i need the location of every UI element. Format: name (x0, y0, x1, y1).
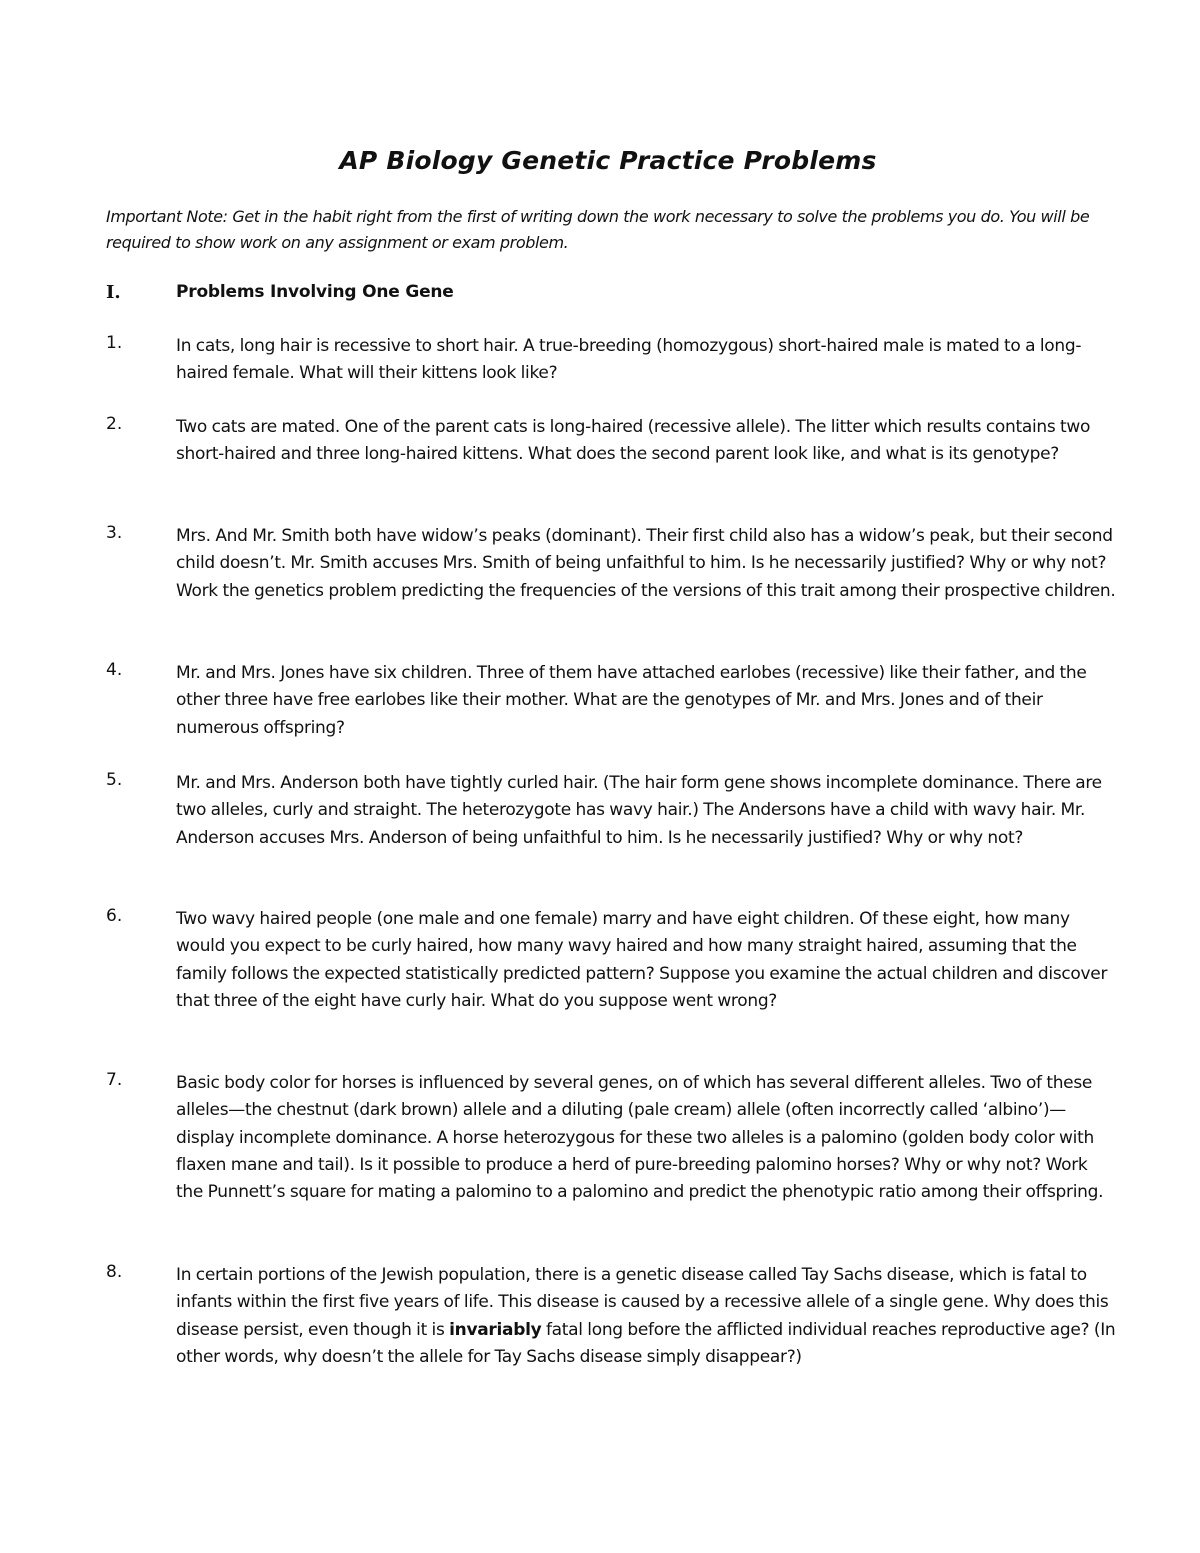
problem-text: Mrs. And Mr. Smith both have widow’s peaks (dominant). Their first child also has a widow’s peak, but their second child doesn’t. Mr. Smith accuses Mrs. Smith of being unfaithful to him. Is he necessarily justified? Why or why not? Work the genetics problem predicting the frequencies of the versions of this trait among their prospective children. (176, 526, 1116, 601)
section-number: I. (106, 282, 121, 303)
problem-text: Mr. and Mrs. Anderson both have tightly curled hair. (The hair form gene shows incomplete dominance. There are two alleles, curly and straight. The heterozygote has wavy hair.) The Andersons have a child with wavy hair. Mr. Anderson accuses Mrs. Anderson of being unfaithful to him. Is he necessarily justified? Why or why not? (176, 773, 1102, 848)
page-title: AP Biology Genetic Practice Problems (339, 146, 877, 175)
problem-number: 1. (106, 333, 123, 353)
problem-number: 7. (106, 1070, 123, 1090)
problem-text: In cats, long hair is recessive to short hair. A true-breeding (homozygous) short-haired male is mated to a long-haired female. What will their kittens look like? (176, 336, 1082, 384)
problem-text: Basic body color for horses is influenced by several genes, on of which has several different alleles. Two of these alleles—the chestnut (dark brown) allele and a diluting (pale cream) allele (often incorrectly called ‘albino’)—display incomplete dominance. A horse heterozygous for these two alleles is a palomino (golden body color with flaxen mane and tail). Is it possible to produce a herd of pure-breeding palomino horses? Why or why not? Work the Punnett’s square for mating a palomino to a palomino and predict the phenotypic ratio among their offspring. (176, 1073, 1104, 1203)
problem-number: 4. (106, 660, 123, 680)
problem-number: 6. (106, 906, 123, 926)
problem-text: Two cats are mated. One of the parent cats is long-haired (recessive allele). The litter which results contains two short-haired and three long-haired kittens. What does the second parent look like, and what is its genotype? (176, 417, 1091, 465)
problem-text: Two wavy haired people (one male and one female) marry and have eight children. Of these eight, how many would you expect to be curly haired, how many wavy haired and how many straight haired, assuming that the family follows the expected statistically predicted pattern? Suppose you examine the actual children and discover that three of the eight have curly hair. What do you suppose went wrong? (176, 909, 1108, 1011)
emphasized-word: invariably (449, 1319, 542, 1340)
problem-number: 2. (106, 414, 123, 434)
important-note: Important Note: Get in the habit right from the first of writing down the work necessary to solve the problems you do. You will be required to show work on any assignment or exam problem. (106, 207, 1090, 252)
problem-number: 3. (106, 523, 123, 543)
problem-text-part: fatal long before the afflicted individual reaches reproductive age? (In other words, why doesn’t the allele for Tay Sachs disease simply disappear?) (176, 1319, 1116, 1367)
problem-text: Mr. and Mrs. Jones have six children. Three of them have attached earlobes (recessive) like their father, and the other three have free earlobes like their mother. What are the genotypes of Mr. and Mrs. Jones and of their numerous offspring? (176, 663, 1087, 738)
problem-number: 8. (106, 1262, 123, 1282)
section-title: Problems Involving One Gene (176, 282, 454, 302)
problem-number: 5. (106, 770, 123, 790)
problem-text-part: In certain portions of the Jewish population, there is a genetic disease called Tay Sachs disease, which is fatal to infants within the first five years of life. This disease is caused by a recessive allele of a single gene. Why does this disease persist, even though it is (176, 1265, 1109, 1340)
problem-text (176, 1262, 1116, 1371)
